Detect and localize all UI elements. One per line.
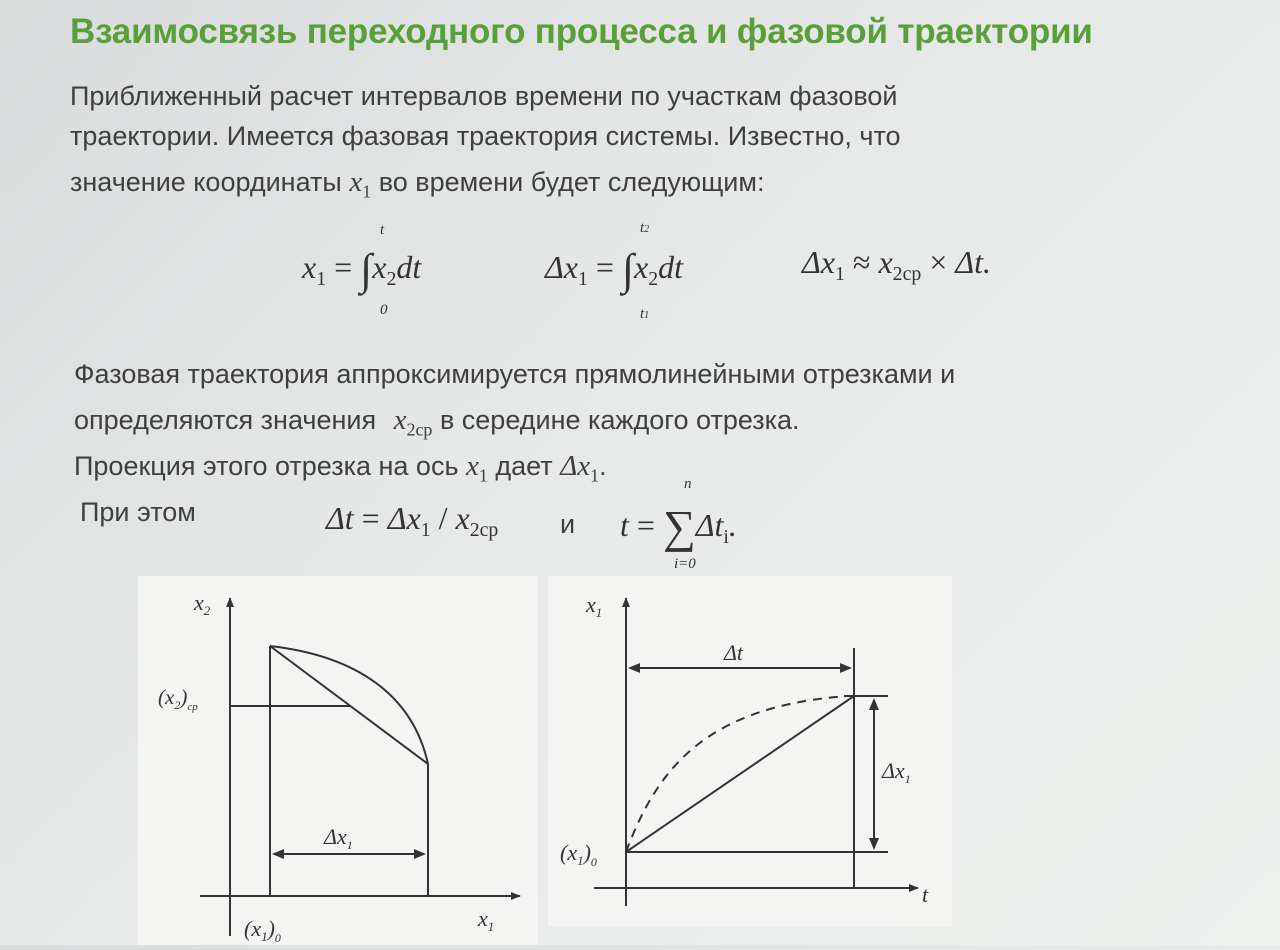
transient-process-svg xyxy=(548,576,952,926)
x1-axis-label: $x_1$ xyxy=(586,592,603,620)
t-axis-label: t xyxy=(922,882,929,907)
formula-integral-1: $x_1 = \int x_2dt$ xyxy=(302,245,422,294)
dt-label: Δt xyxy=(724,640,744,665)
intro-line-1: Приближенный расчет интервалов времени по участкам фазовой xyxy=(70,81,898,111)
intro-line-3: значение координаты $x_1$ во времени будет следующим: xyxy=(70,166,765,202)
x1-axis-label: $x_1$ xyxy=(478,906,495,934)
formula-dt: $\Delta t = \Delta x_1 / x_{2ср}$ xyxy=(326,500,499,541)
x1-start-label: $(x_1)_0$ xyxy=(560,840,597,869)
slide-title: Взаимосвязь переходного процесса и фазовой траектории xyxy=(70,12,1093,51)
formula-2-upper-limit: t2 xyxy=(640,220,650,236)
formula-1-lower-limit: 0 xyxy=(380,302,388,318)
formula-integral-2: $\Delta x_1 = \int x_2dt$ xyxy=(545,245,684,294)
body-line-4-label: При этом xyxy=(80,497,196,527)
intro-line-2: траектории. Имеется фазовая траектория системы. Известно, что xyxy=(70,121,901,151)
formula-2-lower-limit: t1 xyxy=(640,306,650,322)
dx-label: $\Delta x_1$ xyxy=(882,758,911,786)
conjunction-and: и xyxy=(560,509,576,539)
dx-label: $\Delta x_1$ xyxy=(324,824,353,852)
body-line-3: Проекция этого отрезка на ось $x_1$ дает $\Delta x_1$. xyxy=(74,450,607,486)
body-line-1: Фазовая траектория аппроксимируется прямолинейными отрезками и xyxy=(74,359,956,389)
x2cp-label: $(x_2)_{ср}$ xyxy=(158,685,198,713)
formula-approx: $\Delta x_1 \approx x_{2ср} \times \Delta t$. xyxy=(802,244,992,285)
formula-sum: $t = \sum\Delta t_i$. xyxy=(620,501,737,552)
var-x2cp: $x_{2ср}$ xyxy=(393,404,433,440)
body-line-2: определяются значения $x_{2ср}$ в середине каждого отрезка. xyxy=(74,404,800,440)
sum-lower-limit: i=0 xyxy=(674,556,696,572)
formula-1-upper-limit: t xyxy=(380,222,385,238)
phase-trajectory-svg xyxy=(138,576,538,945)
transient-process-figure xyxy=(548,576,952,926)
sum-upper-limit: n xyxy=(684,476,692,492)
var-x1: $x_1$ xyxy=(349,166,372,202)
x1-origin-label: $(x_1)_0$ xyxy=(244,916,281,945)
x2-axis-label: $x_2$ xyxy=(194,590,211,618)
phase-trajectory-figure xyxy=(138,576,538,945)
